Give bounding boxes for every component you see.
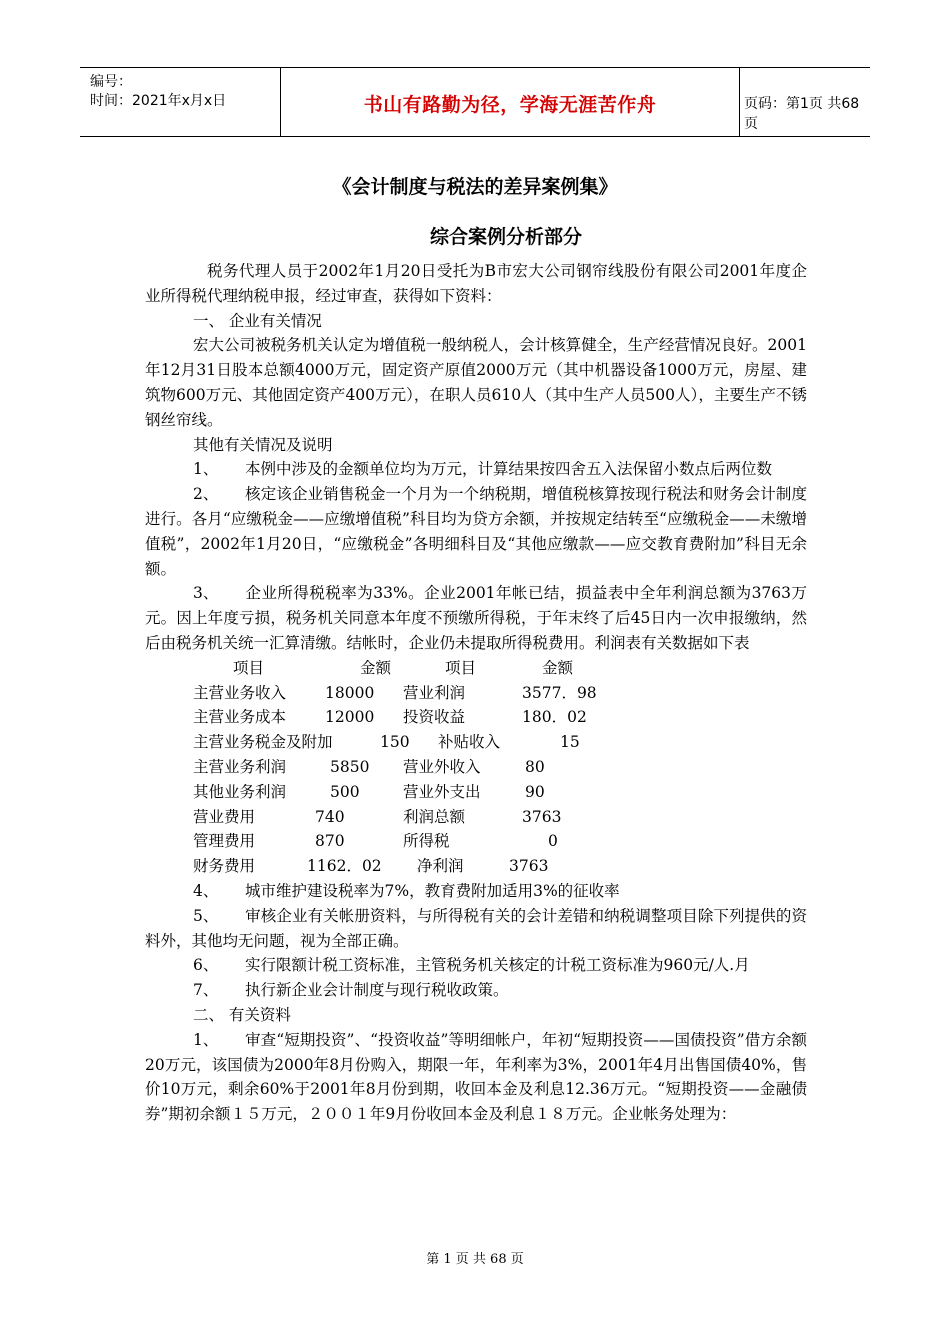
- item-number: 3、: [193, 584, 219, 603]
- table-cell: 90: [525, 782, 545, 801]
- table-cell: 补贴收入: [438, 733, 501, 752]
- table-header-cell: 项目: [445, 658, 477, 677]
- table-cell: 12000: [325, 708, 375, 727]
- item-text: 执行新企业会计制度与现行税收政策。: [245, 981, 509, 1000]
- header-motto-cell: [280, 68, 740, 136]
- table-cell: 15: [560, 733, 580, 752]
- table-cell: 1162．02: [307, 857, 382, 876]
- item-number: 6、: [193, 956, 219, 975]
- table-header-row: [145, 656, 807, 681]
- table-cell: 财务费用: [193, 857, 256, 876]
- list-item: [145, 904, 807, 954]
- table-row: [145, 730, 807, 755]
- table-cell: 主营业务收入: [193, 683, 287, 702]
- table-row: [145, 755, 807, 780]
- other-heading: 其他有关情况及说明: [193, 435, 333, 454]
- company-description: 宏大公司被税务机关认定为增值税一般纳税人，会计核算健全，生产经营情况良好。2001年12月31日股本总额4000万元，固定资产原值2000万元（其中机器设备1000万元，房屋、建筑物600万元、其他固定资产400万元），在职人员610人（其中生产人员500人），主要生产不锈钢丝帘线。: [145, 336, 807, 429]
- profit-table: [145, 656, 807, 879]
- table-cell: 3763: [522, 807, 562, 826]
- page-info: 页码：第1页 共68页: [744, 96, 860, 132]
- section-heading-1: 一、 企业有关情况: [193, 311, 322, 330]
- document-subtitle: 综合案例分析部分: [430, 226, 583, 248]
- number-label: 编号：: [90, 74, 132, 90]
- table-cell: 其他业务利润: [193, 782, 287, 801]
- document-body: [145, 259, 807, 1127]
- table-cell: 740: [315, 807, 345, 826]
- table-cell: 18000: [325, 683, 375, 702]
- document-title: 《会计制度与税法的差异案例集》: [332, 176, 618, 198]
- list-item: [145, 879, 807, 904]
- table-cell: 投资收益: [403, 708, 466, 727]
- table-cell: 营业外支出: [403, 782, 481, 801]
- table-cell: 营业外收入: [403, 757, 481, 776]
- section-heading-2: 二、 有关资料: [193, 1005, 291, 1024]
- list-item: [145, 581, 807, 655]
- table-cell: 150: [380, 733, 410, 752]
- table-cell: 3577．98: [522, 683, 597, 702]
- item-text: 城市维护建设税率为7%，教育费附加适用3%的征收率: [245, 881, 620, 900]
- intro-paragraph: 税务代理人员于2002年1月20日受托为B市宏大公司钢帘线股份有限公司2001年度企业所得税代理纳税申报，经过审查，获得如下资料：: [145, 262, 807, 305]
- table-cell: 净利润: [417, 857, 464, 876]
- table-header-cell: 金额: [542, 658, 574, 677]
- table-cell: 营业费用: [193, 807, 256, 826]
- table-row: [145, 681, 807, 706]
- item-text: 企业所得税税率为33%。企业2001年帐已结，损益表中全年利润总额为3763万元。因上年度亏损，税务机关同意本年度不预缴所得税，于年末终了后45日内一次申报缴纳，然后由税务机关统一汇算清缴。结帐时，企业仍未提取所得税费用。利润表有关数据如下表: [145, 584, 807, 652]
- item-number: 4、: [193, 881, 219, 900]
- table-cell: 3763: [509, 857, 549, 876]
- item-number: 1、: [193, 1030, 219, 1049]
- table-row: [145, 805, 807, 830]
- item-text: 审查“短期投资”、“投资收益”等明细帐户，年初“短期投资——国债投资”借方余额20万元，该国债为2000年8月份购入，期限一年，年利率为3%，2001年4月出售国债40%，售价10万元，剩余60%于2001年8月份到期，收回本金及利息12.36万元。“短期投资——金融债券”期初余额１５万元，２００１年9月份收回本金及利息１８万元。企业帐务处理为：: [145, 1030, 807, 1124]
- list-item: [145, 953, 807, 978]
- time-label: 时间：2021年x月x日: [90, 93, 227, 109]
- item-text: 本例中涉及的金额单位均为万元，计算结果按四舍五入法保留小数点后两位数: [245, 460, 773, 479]
- table-header-cell: 金额: [360, 658, 392, 677]
- table-cell: 180．02: [522, 708, 587, 727]
- table-cell: 利润总额: [403, 807, 466, 826]
- table-cell: 80: [525, 757, 545, 776]
- item-number: 1、: [193, 460, 219, 479]
- item-text: 审核企业有关帐册资料，与所得税有关的会计差错和纳税调整项目除下列提供的资料外，其他均无问题，视为全部正确。: [145, 906, 807, 950]
- table-row: [145, 705, 807, 730]
- item-number: 7、: [193, 981, 219, 1000]
- table-row: [145, 829, 807, 854]
- table-cell: 500: [330, 782, 360, 801]
- list-item: [145, 978, 807, 1003]
- table-cell: 主营业务利润: [193, 757, 287, 776]
- item-text: 实行限额计税工资标准，主管税务机关核定的计税工资标准为960元/人.月: [245, 956, 750, 975]
- table-cell: 所得税: [403, 832, 450, 851]
- table-row: [145, 780, 807, 805]
- page-header: [80, 67, 870, 137]
- table-cell: 营业利润: [403, 683, 466, 702]
- table-row: [145, 854, 807, 879]
- table-cell: 5850: [330, 757, 370, 776]
- table-cell: 0: [548, 832, 558, 851]
- list-item: [145, 1028, 807, 1127]
- table-header-cell: 项目: [233, 658, 265, 677]
- table-cell: 管理费用: [193, 832, 256, 851]
- list-item: [145, 457, 807, 482]
- item-number: 5、: [193, 906, 219, 925]
- list-item: [145, 482, 807, 581]
- table-cell: 主营业务成本: [193, 708, 287, 727]
- header-meta: [80, 68, 280, 136]
- table-cell: 870: [315, 832, 345, 851]
- item-text: 核定该企业销售税金一个月为一个纳税期，增值税核算按现行税法和财务会计制度进行。各月“应缴税金——应缴增值税”科目均为贷方余额，并按规定结转至“应缴税金——未缴增值税”，2002年1月20日，“应缴税金”各明细科目及“其他应缴款——应交教育费附加”科目无余额。: [145, 485, 807, 578]
- table-cell: 主营业务税金及附加: [193, 733, 333, 752]
- page-footer: 第 1 页 共 68 页: [426, 1252, 524, 1267]
- motto: 书山有路勤为径，学海无涯苦作舟: [363, 94, 657, 116]
- item-number: 2、: [193, 485, 219, 504]
